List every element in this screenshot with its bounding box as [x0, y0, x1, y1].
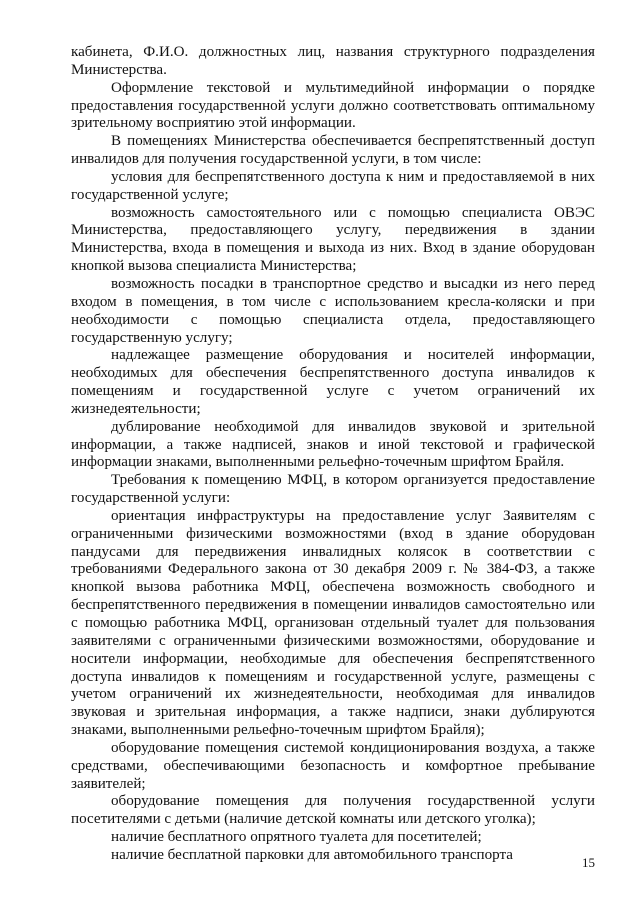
paragraph: кабинета, Ф.И.О. должностных лиц, названия структурного подразделения Министерства.: [71, 44, 595, 78]
paragraph: возможность посадки в транспортное средство и высадки из него перед входом в помещения, в том числе с использованием кресла-коляски и при необходимости с помощью специалиста отдела, предоставляющего государственную услугу;: [71, 275, 595, 346]
paragraph: надлежащее размещение оборудования и носителей информации, необходимых для обеспечения беспрепятственного доступа инвалидов к помещениям и государственной услуге с учетом ограничений их жизнедеятельности;: [71, 347, 595, 417]
paragraph: дублирование необходимой для инвалидов звуковой и зрительной информации, а также надписей, знаков и иной текстовой и графической информации знаками, выполненными рельефно-точечным шрифтом Брайля.: [71, 418, 595, 471]
paragraph: Оформление текстовой и мультимедийной информации о порядке предоставления государственной услуги должно соответствовать оптимальному зрительному восприятию этой информации.: [71, 79, 595, 132]
page-number: 15: [582, 855, 595, 870]
paragraph: ориентация инфраструктуры на предоставление услуг Заявителям с ограниченными физическими возможностями (вход в здание оборудован пандусами для передвижения инвалидных колясок в соответствии с требованиями Федерального закона от 30 декабря 2009 г. № 384-ФЗ, а также кнопкой вызова работника МФЦ, обеспечена возможность свободного и беспрепятственного передвижения в помещении инвалидов самостоятельно или с помощью работника МФЦ, организован отдельный туалет для пользования заявителями с ограниченными физическими возможностями, оборудование и носители информации, необходимые для обеспечения беспрепятственного доступа инвалидов к помещениям и государственной услуге, размещены с учетом ограничений их жизнедеятельности, необходимая для инвалидов звуковая и зрительная информация, а также надписи, знаки дублируются знаками, выполненными рельефно-точечным шрифтом Брайля);: [71, 507, 595, 739]
document-body: [71, 44, 595, 865]
paragraph: Требования к помещению МФЦ, в котором организуется предоставление государственной услуги:: [71, 472, 595, 507]
paragraph: оборудование помещения системой кондиционирования воздуха, а также средствами, обеспечивающими безопасность и комфортное пребывание заявителей;: [71, 739, 595, 792]
paragraph: наличие бесплатной парковки для автомобильного транспорта: [111, 846, 513, 863]
paragraph: оборудование помещения для получения государственной услуги посетителями с детьми (наличие детской комнаты или детского уголка);: [71, 793, 595, 828]
paragraph: наличие бесплатного опрятного туалета для посетителей;: [111, 829, 482, 846]
paragraph: возможность самостоятельного или с помощью специалиста ОВЭС Министерства, предоставляющего услугу, передвижения в здании Министерства, входа в помещения и выхода из них. Вход в здание оборудован кнопкой вызова специалиста Министерства;: [71, 204, 595, 275]
paragraph: условия для беспрепятственного доступа к ним и предоставляемой в них государственной услуге;: [71, 168, 595, 203]
paragraph: В помещениях Министерства обеспечивается беспрепятственный доступ инвалидов для получения государственной услуги, в том числе:: [71, 133, 595, 168]
